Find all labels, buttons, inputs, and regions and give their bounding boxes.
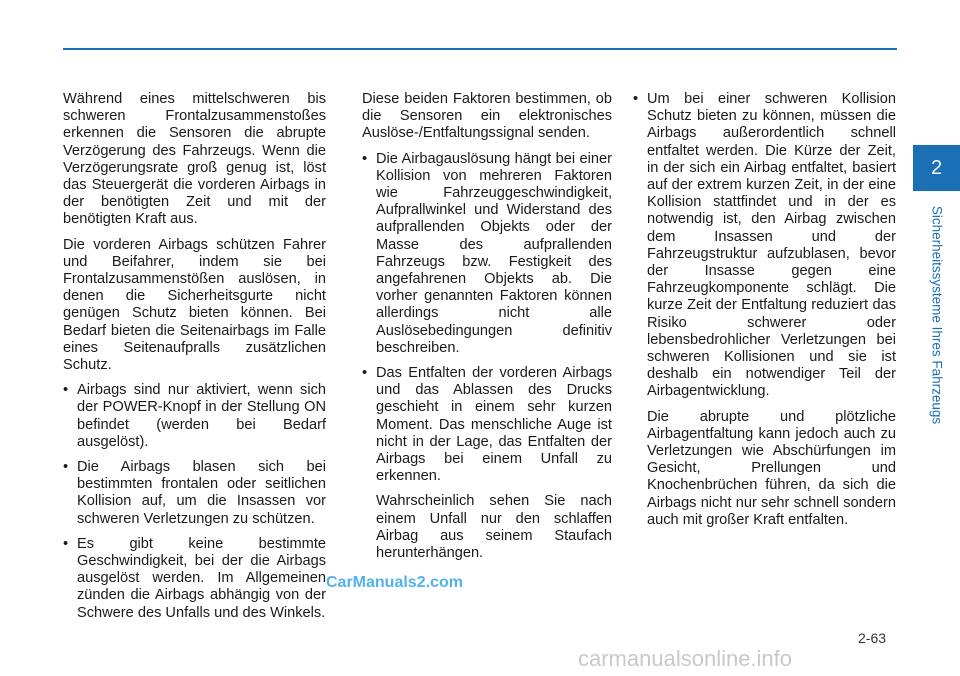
list-item-text: Die Airbagauslösung hängt bei einer Kollision von mehreren Faktoren wie Fahrzeuggeschwindigkeit, Aufprallwinkel und Widerstand des aufprallenden Objekts oder der Masse des aufprallenden Fahrzeugs bzw. Festigkeit des angefahrenen Objekts ab. Die vorher genannten Faktoren können allerdings nicht alle Auslösebedingungen definitiv beschreiben.: [376, 150, 612, 356]
list-item: [63, 536, 326, 622]
list-item: [63, 459, 326, 528]
text-column-2: [362, 91, 612, 570]
watermark-carmanuals: CarManuals2.com: [326, 574, 463, 591]
text-column-1: [63, 91, 326, 630]
list-item: [633, 91, 896, 401]
list-item: [362, 365, 612, 485]
bullet-icon: •: [63, 459, 69, 476]
bullet-list: [362, 151, 612, 486]
text-column-3: [633, 91, 896, 537]
paragraph: Die abrupte und plötzliche Airbagentfaltung kann jedoch auch zu Verletzungen wie Abschürfungen im Gesicht, Prellungen und Knochenbrüchen führen, da sich die Airbags nicht nur sehr schnell sondern auch mit großer Kraft entfalten.: [647, 408, 896, 528]
watermark-site: carmanualsonline.info: [578, 646, 793, 671]
page-number: 2-63: [858, 630, 887, 646]
paragraph: Die vorderen Airbags schützen Fahrer und Beifahrer, indem sie bei Frontalzusammenstößen auslösen, in denen die Sicherheitsgurte nicht genügen Schutz bieten können. Bei Bedarf bieten die Seitenairbags im Falle eines Seitenaufpralls zusätzlichen Schutz.: [63, 236, 326, 374]
chapter-number-tab: 2: [913, 145, 960, 191]
list-item-text: Airbags sind nur aktiviert, wenn sich der POWER-Knopf in der Stellung ON befindet (werden bei Bedarf ausgelöst).: [77, 382, 326, 450]
chapter-title: Sicherheitssysteme Ihres Fahrzeugs: [929, 205, 945, 425]
list-item: [362, 151, 612, 357]
paragraph: Diese beiden Faktoren bestimmen, ob die Sensoren ein elektronisches Auslöse-/Entfaltungssignal senden.: [362, 91, 612, 142]
list-item: [63, 382, 326, 451]
bullet-icon: •: [362, 150, 368, 167]
bullet-list: [63, 382, 326, 622]
list-item-text: Die Airbags blasen sich bei bestimmten frontalen oder seitlichen Kollision auf, um die Insassen vor schweren Verletzungen zu schützen.: [77, 459, 326, 527]
bullet-icon: •: [633, 91, 639, 107]
bullet-icon: •: [63, 382, 69, 399]
bullet-icon: •: [362, 365, 368, 382]
paragraph: Während eines mittelschweren bis schweren Frontalzusammenstoßes erkennen die Sensoren die abrupte Verzögerung des Fahrzeugs. Wenn die Verzögerungsrate groß genug ist, löst das Steuergerät die vorderen Airbags in der benötigten Zeit und mit der benötigten Kraft aus.: [63, 91, 326, 228]
bullet-list: [633, 91, 896, 401]
header-rule: [63, 48, 897, 50]
list-item-text: Um bei einer schweren Kollision Schutz bieten zu können, müssen die Airbags außerordentlich schnell entfaltet werden. Die Kürze der Zeit, in der sich ein Airbag entfaltet, basiert auf der extrem kurzen Zeit, in der eine Kollision stattfindet und in der es notwendig ist, den Airbag zwischen dem Insassen und der Fahrzeugstruktur aufzublasen, bevor der Insasse gegen eine Fahrzeugkomponente schlägt. Die kurze Zeit der Entfaltung reduziert das Risiko schwerer oder lebensbedrohlicher Verletzungen bei schweren Kollisionen und sie ist deshalb ein notwendiger Teil der Airbagentwicklung.: [647, 91, 896, 400]
list-item-text: Es gibt keine bestimmte Geschwindigkeit, bei der die Airbags ausgelöst werden. Im Allgemeinen zünden die Airbags abhängig von der Schwere des Unfalls und des Winkels.: [77, 535, 326, 621]
paragraph: Wahrscheinlich sehen Sie nach einem Unfall nur den schlaffen Airbag aus seinem Staufach herunterhängen.: [376, 493, 612, 562]
list-item-text: Das Entfalten der vorderen Airbags und das Ablassen des Drucks geschieht in einem sehr kurzen Moment. Das menschliche Auge ist nicht in der Lage, das Entfalten der Airbags bei einem Unfall zu erkennen.: [376, 365, 612, 485]
bullet-icon: •: [63, 535, 69, 552]
